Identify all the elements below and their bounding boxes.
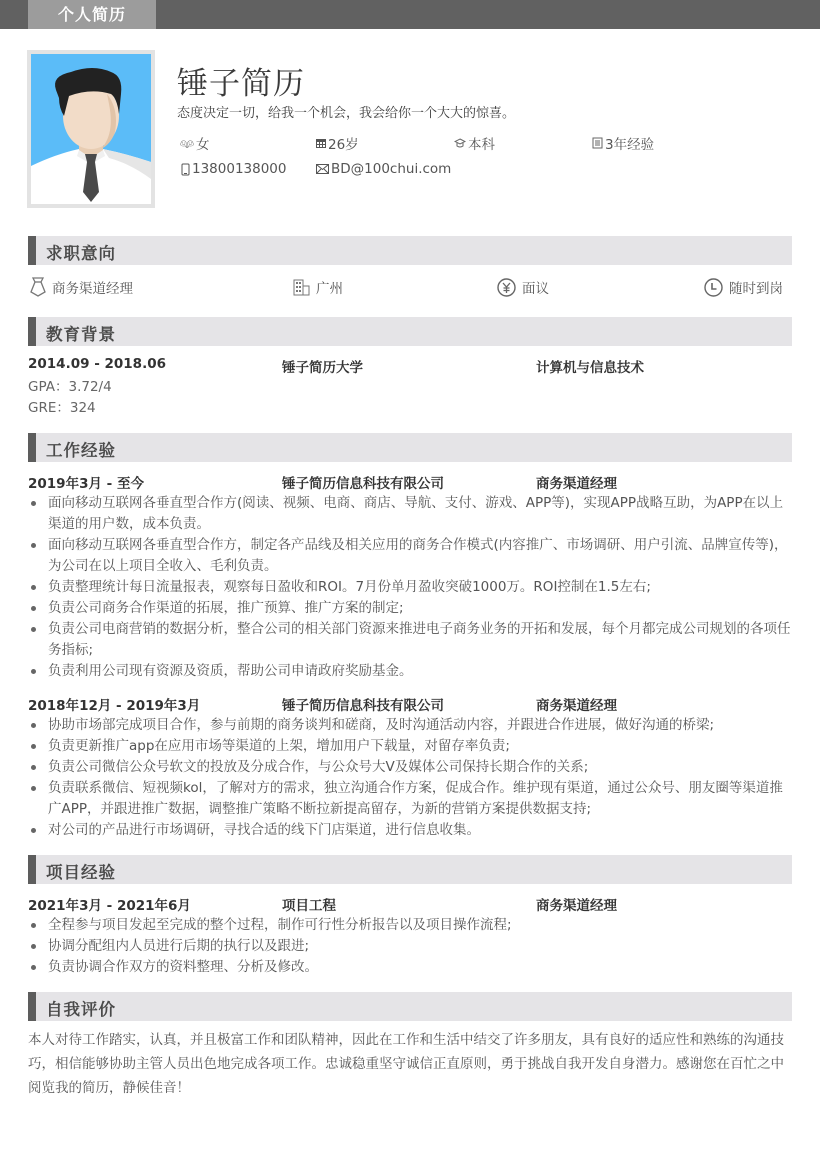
job-1-duties: [28, 493, 792, 682]
intent-city: [293, 277, 343, 297]
intent-city-value: 广州: [316, 281, 343, 297]
section-title: 自我评价: [46, 1000, 116, 1019]
list-item: 面向移动互联网各垂直型合作方(阅读、视频、电商、商店、导航、支付、游戏、APP等)，实现APP战略互助，为APP在以上渠道的用户数，成本负责。: [28, 493, 792, 535]
self-evaluation-text: 本人对待工作踏实，认真，并且极富工作和团队精神，因此在工作和生活中结交了许多朋友，具有良好的适应性和熟练的沟通技巧，相信能够协助主管人员出色地完成各项工作。忠诚稳重坚守诚信正直原则，勇于挑战自我开发自身潜力。感谢您在百忙之中阅览我的简历，静候佳音！: [28, 1032, 784, 1096]
age-value: 26岁: [328, 137, 359, 153]
education-gre: GRE：324: [28, 400, 96, 416]
motto: 态度决定一切，给我一个机会，我会给你一个大大的惊喜。: [177, 106, 516, 121]
project-row: [28, 894, 792, 914]
section-education: [28, 317, 792, 346]
avatar: [27, 50, 155, 208]
gender-value: 女: [196, 137, 210, 153]
project-role: 商务渠道经理: [536, 898, 617, 914]
project-name: 项目工程: [282, 898, 336, 914]
people-icon: 👫︎: [180, 136, 194, 150]
list-item: 负责公司微信公众号软文的投放及分成合作，与公众号大V及媒体公司保持长期合作的关系;: [28, 757, 792, 778]
building-icon: [293, 279, 310, 296]
email-value: BD@100chui.com: [331, 161, 452, 177]
phone-value: 13800138000: [192, 161, 287, 177]
job-period: 2018年12月 - 2019年3月: [28, 698, 201, 714]
experience-info: [592, 133, 654, 153]
section-title: 项目经验: [46, 863, 116, 882]
job-row: [28, 694, 792, 714]
list-item: 负责更新推广app在应用市场等渠道的上架，增加用户下载量，对留存率负责;: [28, 736, 792, 757]
list-item: 面向移动互联网各垂直型合作方，制定各产品线及相关应用的商务合作模式(内容推广、市场调研、用户引流、品牌宣传等)，为公司在以上项目全收入、毛利负责。: [28, 535, 792, 577]
job-row: [28, 472, 792, 492]
list-item: 协助市场部完成项目合作，参与前期的商务谈判和磋商，及时沟通活动内容，并跟进合作进展，做好沟通的桥梁;: [28, 715, 792, 736]
intent-salary: [497, 277, 549, 297]
yen-icon: [497, 278, 516, 297]
section-project: [28, 855, 792, 884]
section-title: 求职意向: [46, 244, 116, 263]
intent-availability-value: 随时到岗: [729, 281, 783, 297]
list-item: 全程参与项目发起至完成的整个过程，制作可行性分析报告以及项目操作流程;: [28, 915, 792, 936]
project-duties: [28, 915, 792, 978]
resume-tab: 个人简历: [28, 0, 156, 29]
list-item: 负责联系微信、短视频kol，了解对方的需求，独立沟通合作方案，促成合作。维护现有渠道，通过公众号、朋友圈等渠道推广APP，并跟进推广数据，调整推广策略不断拉新提高留存，为新的营销方案提供数据支持;: [28, 778, 792, 820]
job-company: 锤子简历信息科技有限公司: [282, 698, 444, 714]
age-info: [316, 133, 359, 153]
gender-info: [180, 133, 210, 153]
avatar-illustration-icon: [31, 54, 151, 204]
experience-value: 3年经验: [605, 137, 655, 153]
list-item: 负责公司商务合作渠道的拓展，推广预算、推广方案的制定;: [28, 598, 792, 619]
project-period: 2021年3月 - 2021年6月: [28, 898, 191, 914]
document-icon: [592, 137, 603, 149]
education-school: 锤子简历大学: [282, 360, 363, 376]
section-job-intent: [28, 236, 792, 265]
calendar-icon: [316, 138, 326, 148]
job-role: 商务渠道经理: [536, 476, 617, 492]
list-item: 负责利用公司现有资源及资质，帮助公司申请政府奖励基金。: [28, 661, 792, 682]
top-bar: [0, 0, 820, 29]
job-company: 锤子简历信息科技有限公司: [282, 476, 444, 492]
education-row: [28, 356, 792, 376]
candidate-name: 锤子简历: [177, 66, 305, 102]
intent-salary-value: 面议: [522, 281, 549, 297]
list-item: 负责协调合作双方的资料整理、分析及修改。: [28, 957, 792, 978]
email-info: [316, 161, 451, 177]
phone-info: [181, 161, 286, 177]
education-period: 2014.09 - 2018.06: [28, 356, 166, 372]
section-title: 教育背景: [46, 325, 116, 344]
education-major: 计算机与信息技术: [536, 360, 644, 376]
section-title: 工作经验: [46, 441, 116, 460]
section-work: [28, 433, 792, 462]
list-item: 负责整理统计每日流量报表，观察每日盈收和ROI。7月份单月盈收突破1000万。ROI控制在1.5左右;: [28, 577, 792, 598]
tie-icon: [30, 277, 46, 297]
section-self-evaluation: [28, 992, 792, 1021]
job-period: 2019年3月 - 至今: [28, 476, 144, 492]
list-item: 对公司的产品进行市场调研，寻找合适的线下门店渠道，进行信息收集。: [28, 820, 792, 841]
intent-availability: [704, 277, 783, 297]
education-gpa: GPA：3.72/4: [28, 379, 112, 395]
email-icon: [316, 164, 329, 174]
intent-position: [30, 277, 133, 297]
intent-position-value: 商务渠道经理: [52, 281, 133, 297]
list-item: 协调分配组内人员进行后期的执行以及跟进;: [28, 936, 792, 957]
list-item: 负责公司电商营销的数据分析，整合公司的相关部门资源来推进电子商务业务的开拓和发展，每个月都完成公司规划的各项任 务指标;: [28, 619, 792, 661]
graduation-cap-icon: [454, 138, 466, 149]
clock-icon: [704, 278, 723, 297]
job-2-duties: [28, 715, 792, 841]
education-value: 本科: [468, 137, 495, 153]
job-role: 商务渠道经理: [536, 698, 617, 714]
education-info: [454, 133, 495, 153]
phone-icon: [181, 163, 190, 176]
